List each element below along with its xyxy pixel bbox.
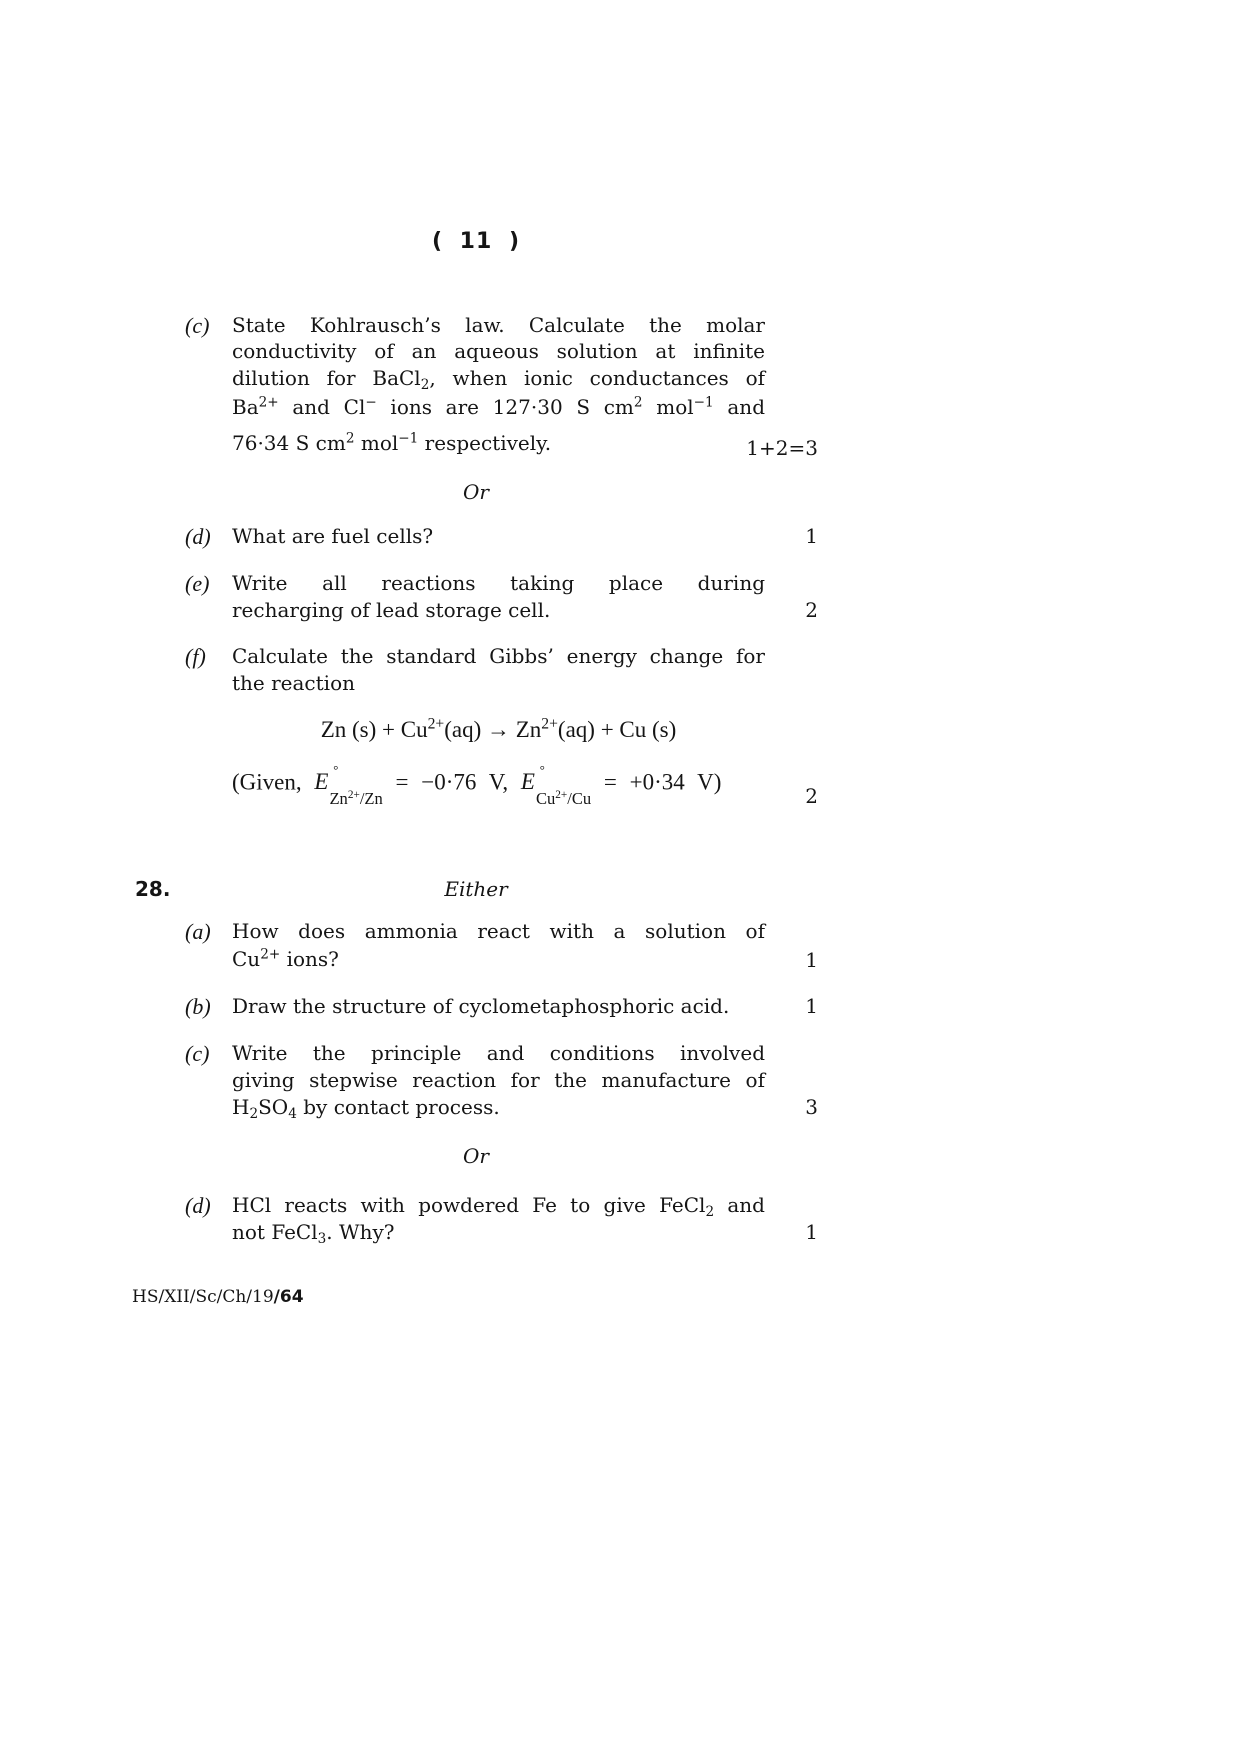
question-number-28: 28.: [135, 877, 171, 901]
page-number: ( 11 ): [431, 229, 521, 254]
potential-symbol: E: [314, 769, 329, 795]
subscript: 2: [249, 1106, 259, 1123]
superscript: 2+: [347, 788, 360, 801]
standard-potential-zn: [314, 763, 383, 808]
subscript: 2: [420, 377, 430, 394]
part-label-27e: (e): [185, 571, 210, 596]
marks-27e: 2: [805, 598, 818, 622]
text-segment: dilution for BaCl: [232, 366, 421, 390]
part-label-27c: (c): [185, 313, 210, 338]
text-segment: respectively.: [418, 431, 552, 455]
text-segment: Cu: [535, 788, 556, 808]
text-segment: ions are 127·30 S cm: [376, 395, 634, 419]
or-divider: Or: [463, 1144, 489, 1168]
paper-set-number: /64: [273, 1287, 304, 1307]
part-label-28a: (a): [185, 919, 211, 944]
text-segment: ions?: [280, 947, 339, 971]
part-label-28d: (d): [185, 1193, 211, 1218]
q27f-line-1: Calculate the standard Gibbs’ energy change for: [232, 644, 765, 668]
superscript: 2+: [555, 788, 568, 801]
text-segment: HCl reacts with powdered Fe to give FeCl: [232, 1193, 706, 1217]
superscript: −1: [398, 430, 419, 447]
superscript: 2+: [260, 946, 281, 963]
subscript: 3: [317, 1231, 327, 1248]
text-segment: and: [714, 1193, 765, 1217]
text-segment: Zn (s) + Cu: [320, 717, 428, 742]
given-values-line: [232, 764, 765, 807]
part-label-27d: (d): [185, 524, 211, 549]
text-segment: , when ionic conductances of: [429, 366, 766, 390]
q27c-line-5: [232, 430, 765, 457]
q28c-line-3: [232, 1094, 765, 1121]
or-divider: Or: [463, 480, 489, 504]
marks-27d: 1: [805, 524, 818, 548]
text-segment: by contact process.: [296, 1095, 500, 1119]
electrode-subscript: [329, 788, 383, 808]
text-segment: (Given,: [232, 769, 315, 795]
superscript: 2: [345, 430, 355, 447]
subscript: 4: [288, 1106, 297, 1123]
text-segment: (aq) → Zn: [444, 717, 542, 742]
superscript: 2+: [541, 715, 558, 733]
marks-28c: 3: [805, 1095, 818, 1119]
q27f-line-2: the reaction: [232, 671, 355, 695]
text-segment: /Cu: [567, 788, 592, 808]
part-label-28b: (b): [185, 994, 211, 1019]
q28c-line-2: giving stepwise reaction for the manufacture of: [232, 1068, 765, 1092]
q28a-line-2: [232, 946, 765, 973]
electrode-subscript: [535, 788, 592, 808]
marks-27c: 1+2=3: [746, 436, 818, 460]
text-segment: (aq) + Cu (s): [557, 717, 677, 742]
marks-28d: 1: [805, 1220, 818, 1244]
potential-indices: [329, 764, 382, 807]
q28d-line-2: [232, 1219, 765, 1246]
text-segment: and Cl: [278, 395, 366, 419]
marks-27f: 2: [805, 784, 818, 808]
standard-state-mark: °: [539, 763, 545, 777]
marks-28a: 1: [805, 948, 818, 972]
q27c-line-1: State Kohlrausch’s law. Calculate the molar: [232, 313, 765, 337]
potential-indices: [536, 764, 591, 807]
q27e-line-1: Write all reactions taking place during: [232, 571, 765, 595]
q28b-line-1: Draw the structure of cyclometaphosphoric acid.: [232, 994, 730, 1018]
potential-symbol: E: [520, 769, 535, 795]
text-segment: /Zn: [359, 788, 383, 808]
reaction-equation: [232, 716, 765, 744]
q27c-line-4: [232, 394, 765, 421]
text-segment: 76·34 S cm: [232, 431, 346, 455]
superscript: 2: [633, 394, 643, 411]
marks-28b: 1: [805, 994, 818, 1018]
q27e-line-2: recharging of lead storage cell.: [232, 598, 551, 622]
text-segment: Ba: [232, 395, 259, 419]
text-segment: . Why?: [326, 1220, 395, 1244]
superscript: −: [365, 394, 377, 411]
subscript: 2: [705, 1204, 715, 1221]
superscript: −1: [693, 394, 714, 411]
q28d-line-1: [232, 1192, 765, 1219]
text-segment: SO: [258, 1095, 289, 1119]
q27c-line-2: conductivity of an aqueous solution at infinite: [232, 339, 765, 363]
text-segment: not FeCl: [232, 1220, 318, 1244]
superscript: 2+: [427, 715, 445, 733]
paper-code-footer: [132, 1285, 304, 1309]
text-segment: = −0·76 V,: [382, 769, 521, 795]
standard-potential-cu: [520, 763, 592, 808]
part-label-27f: (f): [185, 644, 206, 669]
q27d-line-1: What are fuel cells?: [232, 524, 434, 548]
text-segment: mol: [642, 395, 694, 419]
text-segment: = +0·34 V): [591, 769, 722, 795]
either-heading: Either: [444, 877, 508, 901]
text-segment: Cu: [232, 947, 261, 971]
q28c-line-1: Write the principle and conditions involved: [232, 1041, 765, 1065]
text-segment: Zn: [329, 788, 348, 808]
standard-state-mark: °: [333, 763, 339, 777]
part-label-28c: (c): [185, 1041, 210, 1066]
text-segment: H: [232, 1095, 250, 1119]
text-segment: and: [713, 395, 765, 419]
q28a-line-1: How does ammonia react with a solution of: [232, 919, 765, 943]
paper-code: HS/XII/Sc/Ch/19: [132, 1287, 274, 1307]
text-segment: mol: [354, 431, 399, 455]
superscript: 2+: [258, 394, 279, 411]
q27c-line-3: [232, 365, 765, 392]
